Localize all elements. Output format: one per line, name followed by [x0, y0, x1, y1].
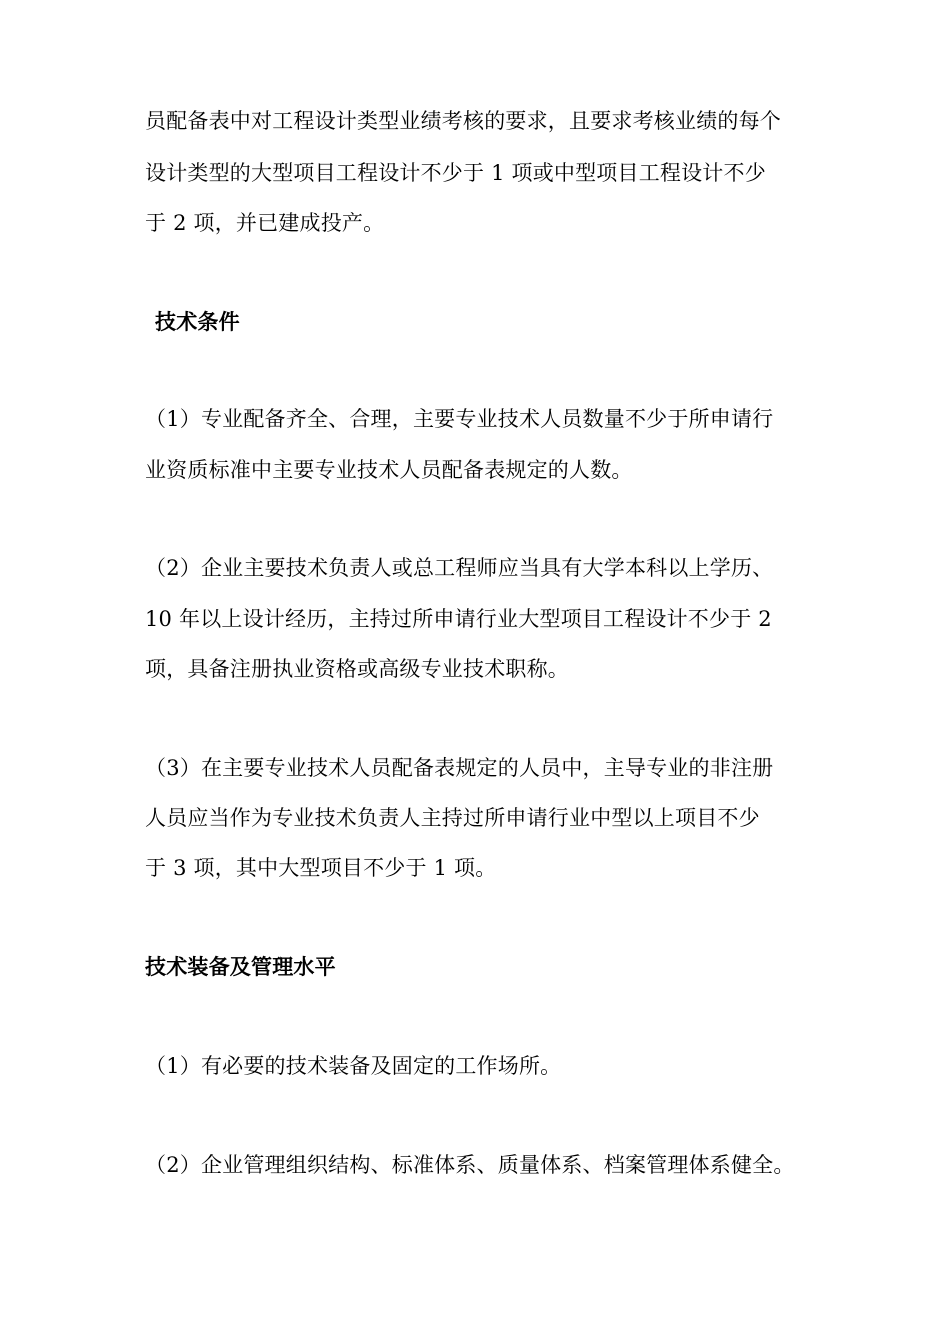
paragraph-line: （2）企业主要技术负责人或总工程师应当具有大学本科以上学历、	[145, 556, 774, 580]
paragraph-line: 人员应当作为专业技术负责人主持过所申请行业中型以上项目不少	[145, 806, 760, 830]
section-heading-equipment-management: 技术装备及管理水平	[145, 954, 336, 979]
paragraph-line: （3）在主要专业技术人员配备表规定的人员中，主导专业的非注册	[145, 756, 774, 780]
section-heading-technical-conditions: 技术条件	[155, 309, 240, 334]
paragraph-line: 于 2 项，并已建成投产。	[145, 211, 385, 235]
paragraph-line: （1）有必要的技术装备及固定的工作场所。	[145, 1054, 562, 1078]
paragraph-line: 业资质标准中主要专业技术人员配备表规定的人数。	[145, 458, 633, 482]
paragraph-line: （2）企业管理组织结构、标准体系、质量体系、档案管理体系健全。	[145, 1153, 795, 1177]
paragraph-line: （1）专业配备齐全、合理，主要专业技术人员数量不少于所申请行	[145, 407, 774, 431]
paragraph-line: 项，具备注册执业资格或高级专业技术职称。	[145, 657, 569, 681]
paragraph-line: 员配备表中对工程设计类型业绩考核的要求，且要求考核业绩的每个	[145, 109, 781, 133]
paragraph-line: 设计类型的大型项目工程设计不少于 1 项或中型项目工程设计不少	[145, 161, 766, 185]
paragraph-line: 于 3 项，其中大型项目不少于 1 项。	[145, 856, 497, 880]
paragraph-line: 10 年以上设计经历，主持过所申请行业大型项目工程设计不少于 2	[145, 607, 772, 631]
